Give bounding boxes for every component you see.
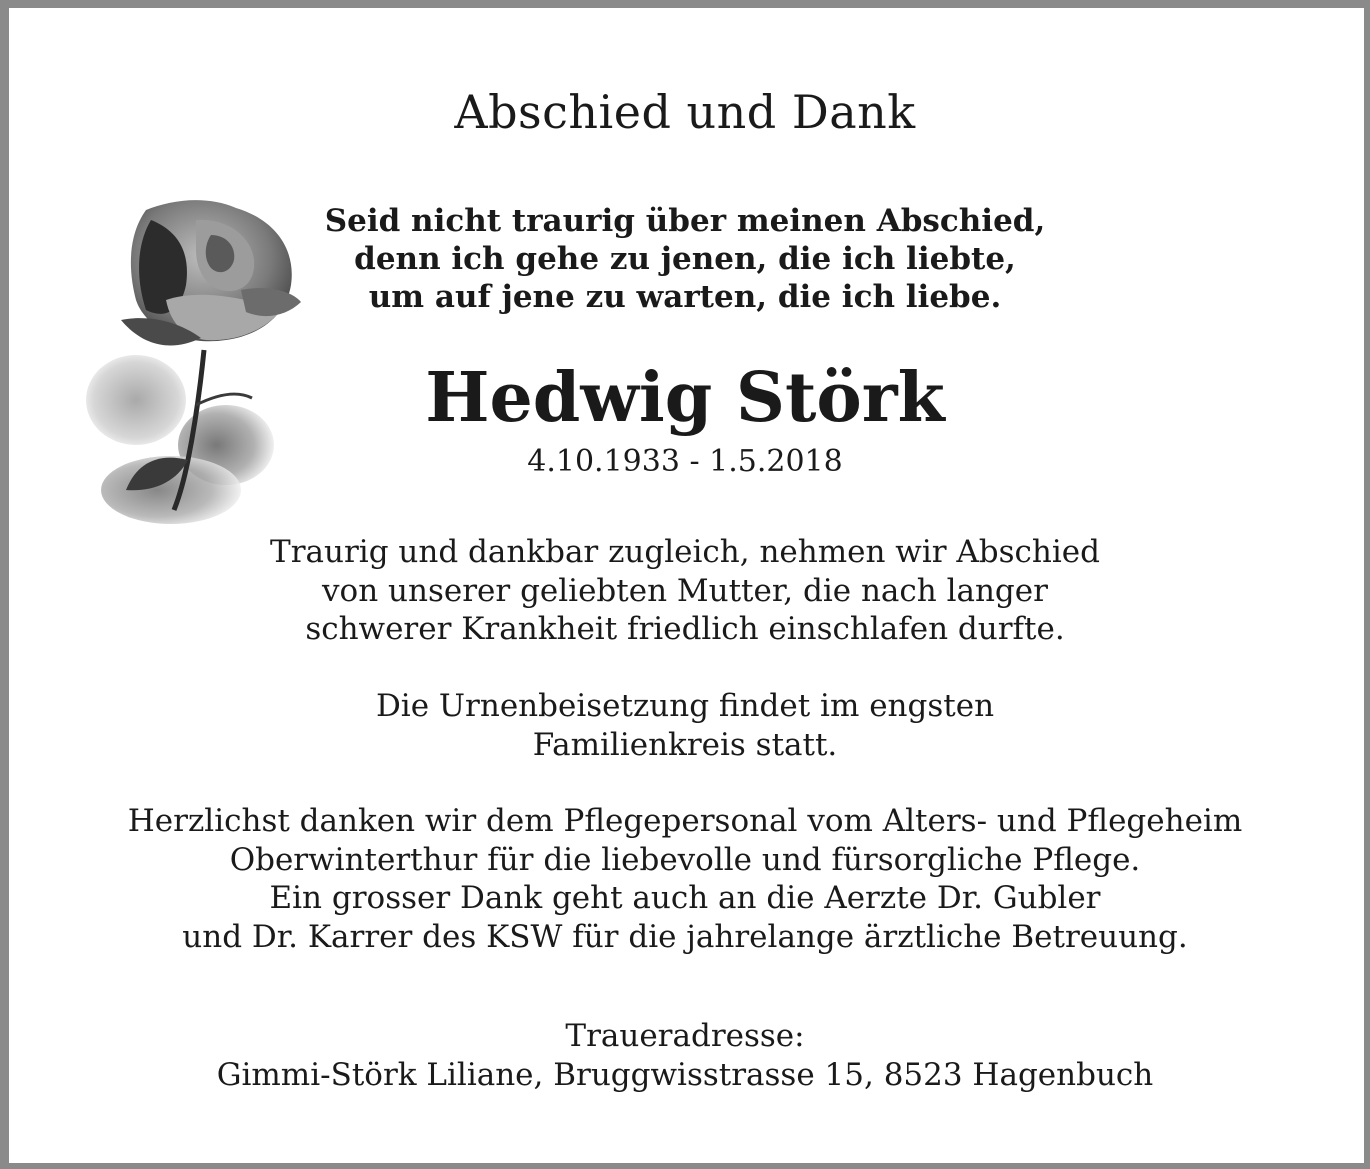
poem bbox=[294, 202, 1076, 316]
address-label: Traueradresse: bbox=[565, 1018, 805, 1054]
text-line: und Dr. Karrer des KSW für die jahrelange ärztliche Betreuung. bbox=[182, 918, 1188, 955]
text-line: von unserer geliebten Mutter, die nach langer bbox=[322, 572, 1048, 609]
burial-paragraph bbox=[0, 687, 1370, 764]
text-line: Familienkreis statt. bbox=[532, 726, 838, 763]
poem-line: denn ich gehe zu jenen, die ich liebte, bbox=[354, 241, 1016, 277]
text-line: schwerer Krankheit friedlich einschlafen durfte. bbox=[305, 611, 1065, 647]
thanks-paragraph bbox=[0, 802, 1370, 956]
text-line: Herzlichst danken wir dem Pflegepersonal vom Alters- und Pflegeheim bbox=[127, 803, 1243, 839]
text-line: Ein grosser Dank geht auch an die Aerzte Dr. Gubler bbox=[269, 880, 1101, 916]
text-line: Die Urnenbeisetzung findet im engsten bbox=[375, 688, 995, 724]
text-line: Oberwinterthur für die liebevolle und fürsorgliche Pflege. bbox=[229, 841, 1141, 878]
text-line: Traurig und dankbar zugleich, nehmen wir Abschied bbox=[270, 534, 1100, 570]
deceased-name: Hedwig Störk bbox=[425, 358, 945, 438]
farewell-paragraph bbox=[0, 533, 1370, 649]
rose-icon bbox=[76, 190, 306, 530]
poem-line: Seid nicht traurig über meinen Abschied, bbox=[324, 203, 1046, 239]
life-dates: 4.10.1933 - 1.5.2018 bbox=[527, 444, 843, 479]
address-line: Gimmi-Störk Liliane, Bruggwisstrasse 15, 8523 Hagenbuch bbox=[216, 1056, 1154, 1093]
mourning-address bbox=[0, 1017, 1370, 1094]
poem-line: um auf jene zu warten, die ich liebe. bbox=[368, 279, 1002, 315]
notice-heading: Abschied und Dank bbox=[454, 85, 916, 139]
